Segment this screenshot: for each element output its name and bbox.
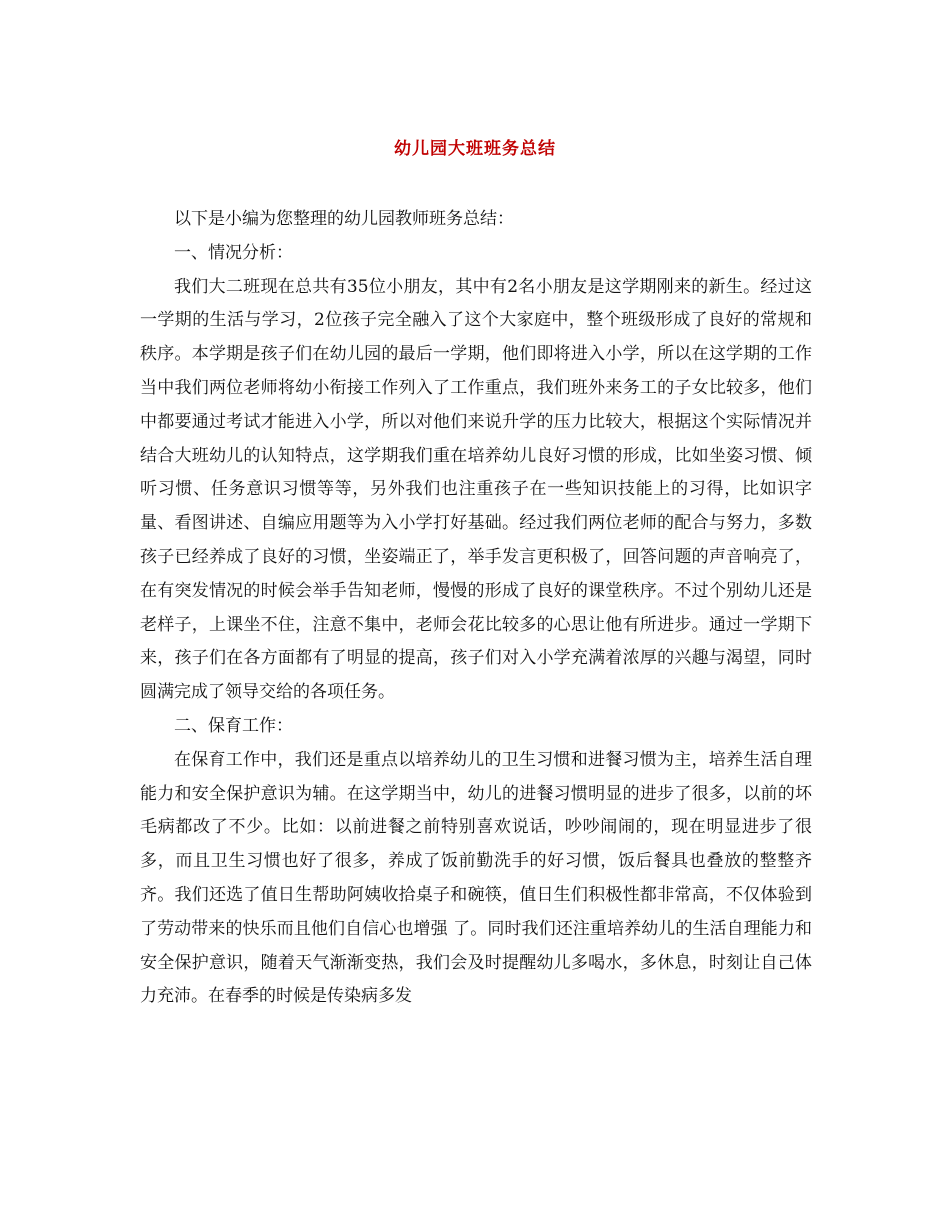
situation-analysis-paragraph: 我们大二班现在总共有35位小朋友，其中有2名小朋友是这学期刚来的新生。经过这一学期的生活与学习，2位孩子完全融入了这个大家庭中，整个班级形成了良好的常规和秩序。本学期是孩子们在幼儿园的最后一学期，他们即将进入小学，所以在这学期的工作当中我们两位老师将幼小衔接工作列入了工作重点，我们班外来务工的子女比较多，他们中都要通过考试才能进入小学，所以对他们来说升学的压力比较大，根据这个实际情况并结合大班幼儿的认知特点，这学期我们重在培养幼儿良好习惯的形成，比如坐姿习惯、倾听习惯、任务意识习惯等等，另外我们也注重孩子在一些知识技能上的习得，比如识字量、看图讲述、自编应用题等为入小学打好基础。经过我们两位老师的配合与努力，多数孩子已经养成了良好的习惯，坐姿端正了，举手发言更积极了，回答问题的声音响亮了，在有突发情况的时候会举手告知老师，慢慢的形成了良好的课堂秩序。不过个别幼儿还是老样子，上课坐不住，注意不集中，老师会花比较多的心思让他有所进步。通过一学期下来，孩子们在各方面都有了明显的提高，孩子们对入小学充满着浓厚的兴趣与渴望，同时圆满完成了领导交给的各项任务。 xyxy=(140,276,812,703)
care-work-paragraph: 在保育工作中，我们还是重点以培养幼儿的卫生习惯和进餐习惯为主，培养生活自理能力和安全保护意识为辅。在这学期当中，幼儿的进餐习惯明显的进步了很多，以前的坏毛病都改了不少。比如：以前进餐之前特别喜欢说话，吵吵闹闹的，现在明显进步了很多，而且卫生习惯也好了很多，养成了饭前勤洗手的好习惯，饭后餐具也叠放的整整齐齐。我们还选了值日生帮助阿姨收拾桌子和碗筷，值日生们积极性都非常高，不仅体验到了劳动带来的快乐而且他们自信心也增强 了。同时我们还注重培养幼儿的生活自理能力和安全保护意识，随着天气渐渐变热，我们会及时提醒幼儿多喝水，多休息，时刻让自己体力充沛。在春季的时候是传染病多发 xyxy=(140,749,812,1007)
intro-paragraph: 以下是小编为您整理的幼儿园教师班务总结： xyxy=(174,209,514,229)
document-body xyxy=(140,203,812,1014)
section-heading-care-work: 二、保育工作： xyxy=(174,715,293,736)
document-title: 幼儿园大班班务总结 xyxy=(394,139,556,159)
section-heading-situation-analysis: 一、情况分析： xyxy=(174,242,293,263)
